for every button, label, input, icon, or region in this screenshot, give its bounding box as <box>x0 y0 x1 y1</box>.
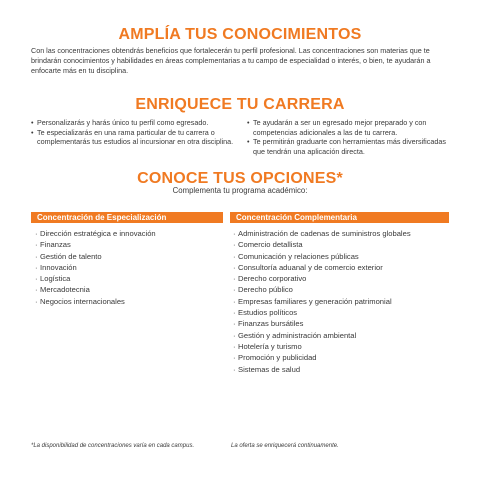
benefits-right-column <box>247 118 452 156</box>
title-enriquece-carrera: ENRIQUECE TU CARRERA <box>135 96 345 113</box>
benefit-item: • Te permitirán graduarte con herramientas más diversificadas que tendrán una aplicación directa. <box>247 137 452 156</box>
list-item: · Finanzas bursátiles <box>233 318 449 329</box>
list-item: · Estudios políticos <box>233 307 449 318</box>
complementary-list <box>233 228 449 375</box>
list-item: · Comunicación y relaciones públicas <box>233 251 449 262</box>
list-item: · Negocios internacionales <box>35 296 225 307</box>
list-item: · Promoción y publicidad <box>233 352 449 363</box>
footnote-offer: La oferta se enriquecerá continuamente. <box>231 443 339 449</box>
list-item: · Empresas familiares y generación patrimonial <box>233 296 449 307</box>
list-item: · Gestión y administración ambiental <box>233 330 449 341</box>
list-item: · Consultoría aduanal y de comercio exterior <box>233 262 449 273</box>
list-item: · Administración de cadenas de suministros globales <box>233 228 449 239</box>
footnote-availability: *La disponibilidad de concentraciones varía en cada campus. <box>31 443 195 449</box>
benefit-item: • Personalizarás y harás único tu perfil como egresado. <box>31 118 243 128</box>
list-item: · Derecho corporativo <box>233 273 449 284</box>
list-item: · Derecho público <box>233 284 449 295</box>
specialization-header: Concentración de Especialización <box>31 212 223 223</box>
list-item: · Hotelería y turismo <box>233 341 449 352</box>
complementary-header: Concentración Complementaria <box>230 212 449 223</box>
list-item: · Innovación <box>35 262 225 273</box>
list-item: · Finanzas <box>35 239 225 250</box>
title-amplia-conocimientos: AMPLÍA TUS CONOCIMIENTOS <box>118 26 362 43</box>
benefit-item: • Te especializarás en una rama particular de tu carrera o complementarás tus estudios al incursionar en otra disciplina. <box>31 128 243 147</box>
list-item: · Comercio detallista <box>233 239 449 250</box>
list-item: · Dirección estratégica e innovación <box>35 228 225 239</box>
list-item: · Gestión de talento <box>35 251 225 262</box>
specialization-list <box>35 228 225 307</box>
title-conoce-opciones: CONOCE TUS OPCIONES* <box>137 170 343 187</box>
benefits-left-column <box>31 118 243 147</box>
intro-paragraph: Con las concentraciones obtendrás beneficios que fortalecerán tu perfil profesional. Las concentraciones son materias que te brindarán conocimientos y habilidades en áreas complementarias a tu campo de especialidad o interés, o bien, te ayudarán a enfocarte más en tu disciplina. <box>31 46 431 75</box>
list-item: · Sistemas de salud <box>233 364 449 375</box>
benefit-item: • Te ayudarán a ser un egresado mejor preparado y con competencias adicionales a las de tu carrera. <box>247 118 452 137</box>
list-item: · Logística <box>35 273 225 284</box>
options-subtitle: Complementa tu programa académico: <box>172 186 308 195</box>
list-item: · Mercadotecnia <box>35 284 225 295</box>
